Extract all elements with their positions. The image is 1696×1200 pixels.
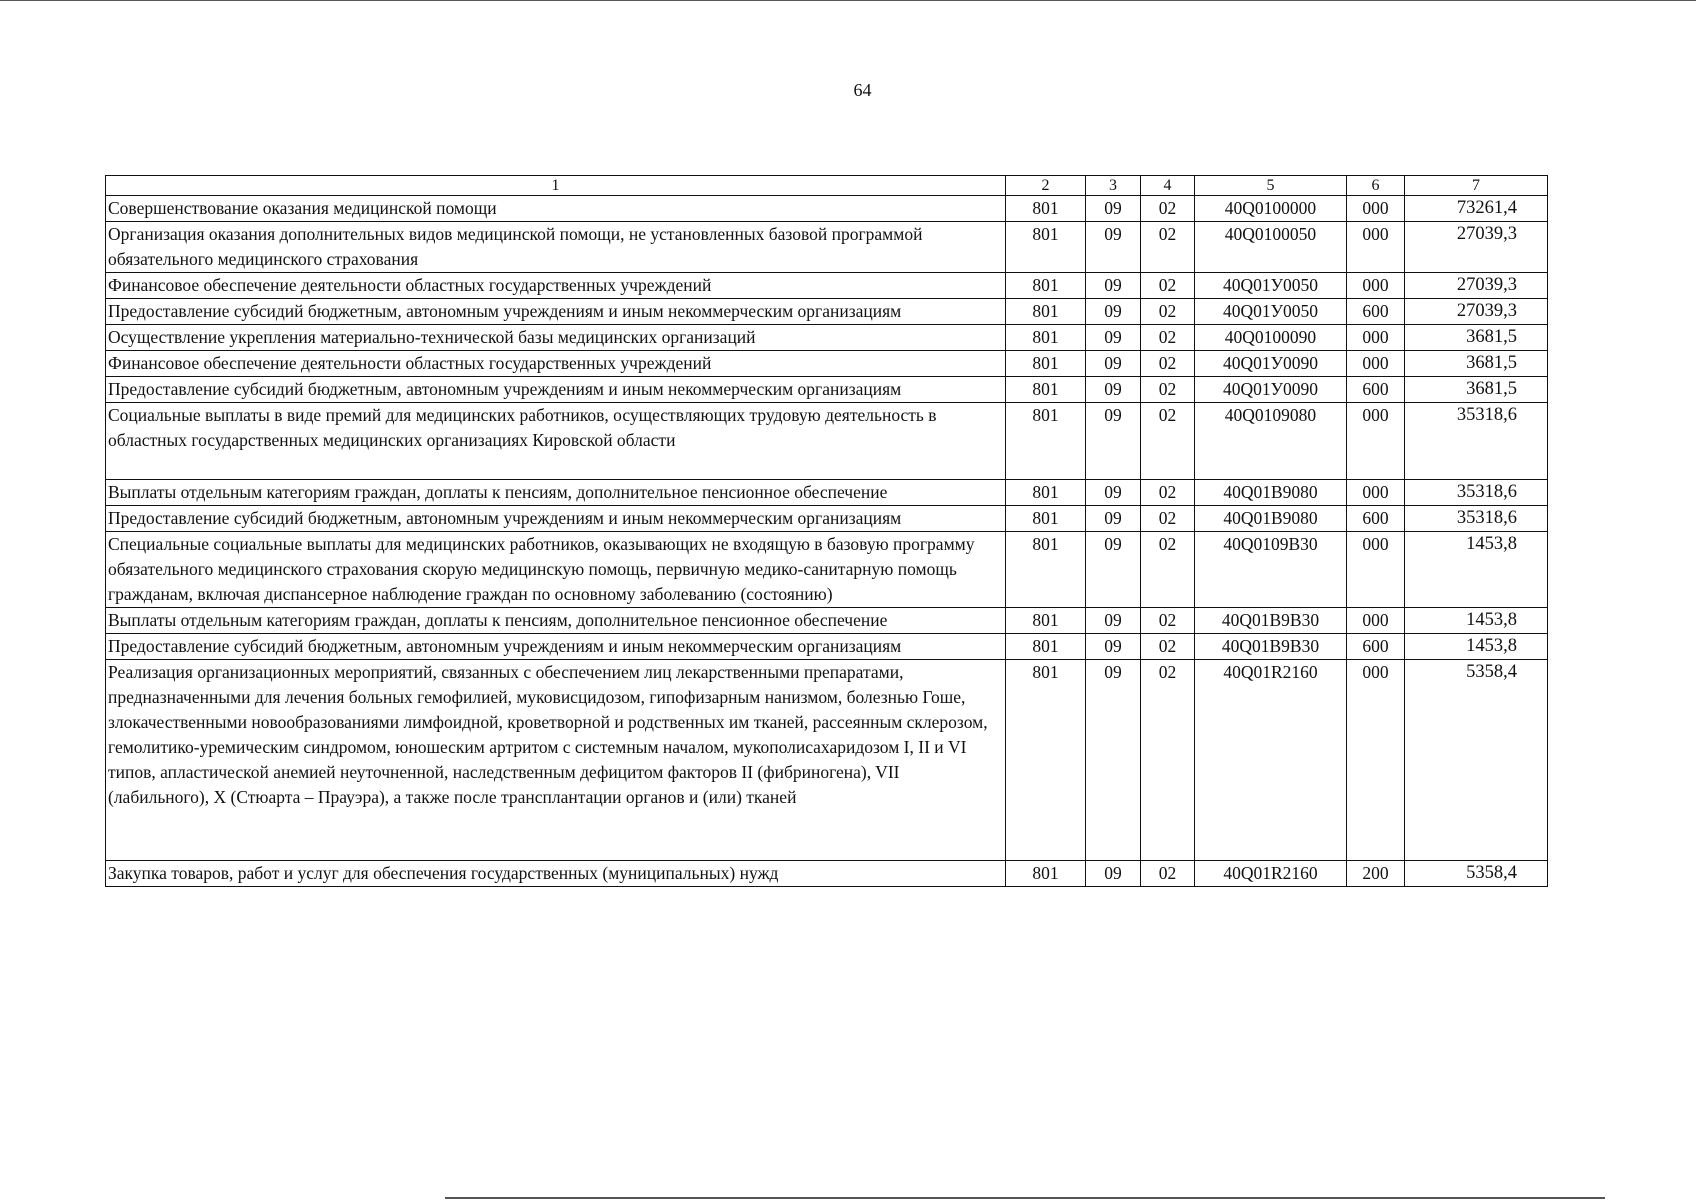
section-code: 09	[1086, 273, 1141, 299]
item-name: Предоставление субсидий бюджетным, автономным учреждениям и иным некоммерческим организациям	[106, 377, 1006, 403]
target-article-code: 40Q0109080	[1195, 403, 1347, 480]
column-header: 3	[1086, 176, 1141, 196]
page-number: 64	[853, 80, 872, 100]
table-row	[106, 377, 1548, 403]
expense-type-code: 000	[1347, 351, 1405, 377]
amount: 1453,8	[1405, 532, 1548, 608]
item-name: Предоставление субсидий бюджетным, автономным учреждениям и иным некоммерческим организациям	[106, 634, 1006, 660]
table-row	[106, 480, 1548, 506]
ministry-code: 801	[1006, 403, 1086, 480]
amount: 1453,8	[1405, 608, 1548, 634]
item-name: Специальные социальные выплаты для медицинских работников, оказывающих не входящую в базовую программу обязательного медицинского страхования скорую медицинскую помощь, первичную медико-санитарную помощь гражданам, включая диспансерное наблюдение граждан по основному заболеванию (состоянию)	[106, 532, 1006, 608]
expense-type-code: 000	[1347, 273, 1405, 299]
ministry-code: 801	[1006, 634, 1086, 660]
ministry-code: 801	[1006, 861, 1086, 887]
table-row	[106, 634, 1548, 660]
target-article-code: 40Q01У0090	[1195, 377, 1347, 403]
item-name: Предоставление субсидий бюджетным, автономным учреждениям и иным некоммерческим организациям	[106, 299, 1006, 325]
table-row	[106, 299, 1548, 325]
subsection-code: 02	[1141, 532, 1195, 608]
expense-type-code: 000	[1347, 608, 1405, 634]
subsection-code: 02	[1141, 196, 1195, 222]
ministry-code: 801	[1006, 299, 1086, 325]
amount: 35318,6	[1405, 506, 1548, 532]
table-row	[106, 351, 1548, 377]
column-header: 5	[1195, 176, 1347, 196]
target-article-code: 40Q01У0050	[1195, 299, 1347, 325]
column-header: 1	[106, 176, 1006, 196]
expense-type-code: 000	[1347, 196, 1405, 222]
subsection-code: 02	[1141, 403, 1195, 480]
amount: 27039,3	[1405, 222, 1548, 273]
table-row	[106, 196, 1548, 222]
amount: 3681,5	[1405, 377, 1548, 403]
amount: 3681,5	[1405, 351, 1548, 377]
expense-type-code: 600	[1347, 299, 1405, 325]
target-article-code: 40Q0109B30	[1195, 532, 1347, 608]
target-article-code: 40Q01B9B30	[1195, 608, 1347, 634]
item-name: Социальные выплаты в виде премий для медицинских работников, осуществляющих трудовую деятельность в областных государственных медицинских организациях Кировской области	[106, 403, 1006, 480]
amount: 5358,4	[1405, 861, 1548, 887]
table-row	[106, 222, 1548, 273]
subsection-code: 02	[1141, 222, 1195, 273]
amount: 27039,3	[1405, 299, 1548, 325]
ministry-code: 801	[1006, 660, 1086, 861]
table-row	[106, 608, 1548, 634]
target-article-code: 40Q0100050	[1195, 222, 1347, 273]
item-name: Осуществление укрепления материально-технической базы медицинских организаций	[106, 325, 1006, 351]
column-header: 2	[1006, 176, 1086, 196]
section-code: 09	[1086, 222, 1141, 273]
amount: 5358,4	[1405, 660, 1548, 861]
subsection-code: 02	[1141, 660, 1195, 861]
column-header: 7	[1405, 176, 1548, 196]
ministry-code: 801	[1006, 273, 1086, 299]
target-article-code: 40Q01У0090	[1195, 351, 1347, 377]
expense-type-code: 200	[1347, 861, 1405, 887]
subsection-code: 02	[1141, 506, 1195, 532]
target-article-code: 40Q0100090	[1195, 325, 1347, 351]
ministry-code: 801	[1006, 325, 1086, 351]
ministry-code: 801	[1006, 222, 1086, 273]
item-name: Организация оказания дополнительных видов медицинской помощи, не установленных базовой программой обязательного медицинского страхования	[106, 222, 1006, 273]
target-article-code: 40Q01R2160	[1195, 861, 1347, 887]
amount: 3681,5	[1405, 325, 1548, 351]
table-row	[106, 273, 1548, 299]
scan-bottom-edge-line	[445, 1197, 1605, 1199]
table-row	[106, 660, 1548, 861]
section-code: 09	[1086, 351, 1141, 377]
target-article-code: 40Q01B9080	[1195, 480, 1347, 506]
table-row	[106, 861, 1548, 887]
expense-type-code: 000	[1347, 403, 1405, 480]
item-name: Предоставление субсидий бюджетным, автономным учреждениям и иным некоммерческим организациям	[106, 506, 1006, 532]
target-article-code: 40Q01У0050	[1195, 273, 1347, 299]
expense-type-code: 600	[1347, 377, 1405, 403]
section-code: 09	[1086, 480, 1141, 506]
table-row	[106, 403, 1548, 480]
subsection-code: 02	[1141, 480, 1195, 506]
expense-type-code: 000	[1347, 660, 1405, 861]
expense-type-code: 000	[1347, 480, 1405, 506]
target-article-code: 40Q01B9B30	[1195, 634, 1347, 660]
item-name: Закупка товаров, работ и услуг для обеспечения государственных (муниципальных) нужд	[106, 861, 1006, 887]
item-name: Финансовое обеспечение деятельности областных государственных учреждений	[106, 351, 1006, 377]
item-name: Совершенствование оказания медицинской помощи	[106, 196, 1006, 222]
table-row	[106, 532, 1548, 608]
amount: 73261,4	[1405, 196, 1548, 222]
expense-type-code: 000	[1347, 325, 1405, 351]
subsection-code: 02	[1141, 634, 1195, 660]
expense-type-code: 000	[1347, 532, 1405, 608]
subsection-code: 02	[1141, 273, 1195, 299]
subsection-code: 02	[1141, 325, 1195, 351]
expense-type-code: 600	[1347, 634, 1405, 660]
section-code: 09	[1086, 506, 1141, 532]
section-code: 09	[1086, 325, 1141, 351]
amount: 27039,3	[1405, 273, 1548, 299]
section-code: 09	[1086, 532, 1141, 608]
ministry-code: 801	[1006, 608, 1086, 634]
table-row	[106, 506, 1548, 532]
item-name: Реализация организационных мероприятий, связанных с обеспечением лиц лекарственными препаратами, предназначенными для лечения больных гемофилией, муковисцидозом, гипофизарным нанизмом, болезнью Гоше, злокачественными новообразованиями лимфоидной, кроветворной и родственных им тканей, рассеянным склерозом, гемолитико-уремическим синдромом, юношеским артритом с системным началом, мукополисахаридозом I, II и VI типов, апластической анемией неуточненной, наследственным дефицитом факторов II (фибриногена), VII (лабильного), X (Стюарта – Прауэра), а также после трансплантации органов и (или) тканей	[106, 660, 1006, 861]
section-code: 09	[1086, 608, 1141, 634]
ministry-code: 801	[1006, 377, 1086, 403]
item-name: Выплаты отдельным категориям граждан, доплаты к пенсиям, дополнительное пенсионное обеспечение	[106, 608, 1006, 634]
amount: 35318,6	[1405, 480, 1548, 506]
amount: 35318,6	[1405, 403, 1548, 480]
section-code: 09	[1086, 377, 1141, 403]
target-article-code: 40Q0100000	[1195, 196, 1347, 222]
expense-type-code: 000	[1347, 222, 1405, 273]
section-code: 09	[1086, 196, 1141, 222]
table-row	[106, 325, 1548, 351]
item-name: Финансовое обеспечение деятельности областных государственных учреждений	[106, 273, 1006, 299]
target-article-code: 40Q01B9080	[1195, 506, 1347, 532]
amount: 1453,8	[1405, 634, 1548, 660]
ministry-code: 801	[1006, 532, 1086, 608]
section-code: 09	[1086, 634, 1141, 660]
ministry-code: 801	[1006, 480, 1086, 506]
section-code: 09	[1086, 299, 1141, 325]
section-code: 09	[1086, 861, 1141, 887]
section-code: 09	[1086, 403, 1141, 480]
column-header: 4	[1141, 176, 1195, 196]
ministry-code: 801	[1006, 506, 1086, 532]
subsection-code: 02	[1141, 608, 1195, 634]
expense-type-code: 600	[1347, 506, 1405, 532]
subsection-code: 02	[1141, 299, 1195, 325]
budget-table	[105, 175, 1548, 887]
subsection-code: 02	[1141, 861, 1195, 887]
section-code: 09	[1086, 660, 1141, 861]
target-article-code: 40Q01R2160	[1195, 660, 1347, 861]
column-header: 6	[1347, 176, 1405, 196]
item-name: Выплаты отдельным категориям граждан, доплаты к пенсиям, дополнительное пенсионное обеспечение	[106, 480, 1006, 506]
subsection-code: 02	[1141, 351, 1195, 377]
ministry-code: 801	[1006, 196, 1086, 222]
table-header-row	[106, 176, 1548, 196]
scan-top-edge-line	[0, 0, 1696, 1]
ministry-code: 801	[1006, 351, 1086, 377]
subsection-code: 02	[1141, 377, 1195, 403]
